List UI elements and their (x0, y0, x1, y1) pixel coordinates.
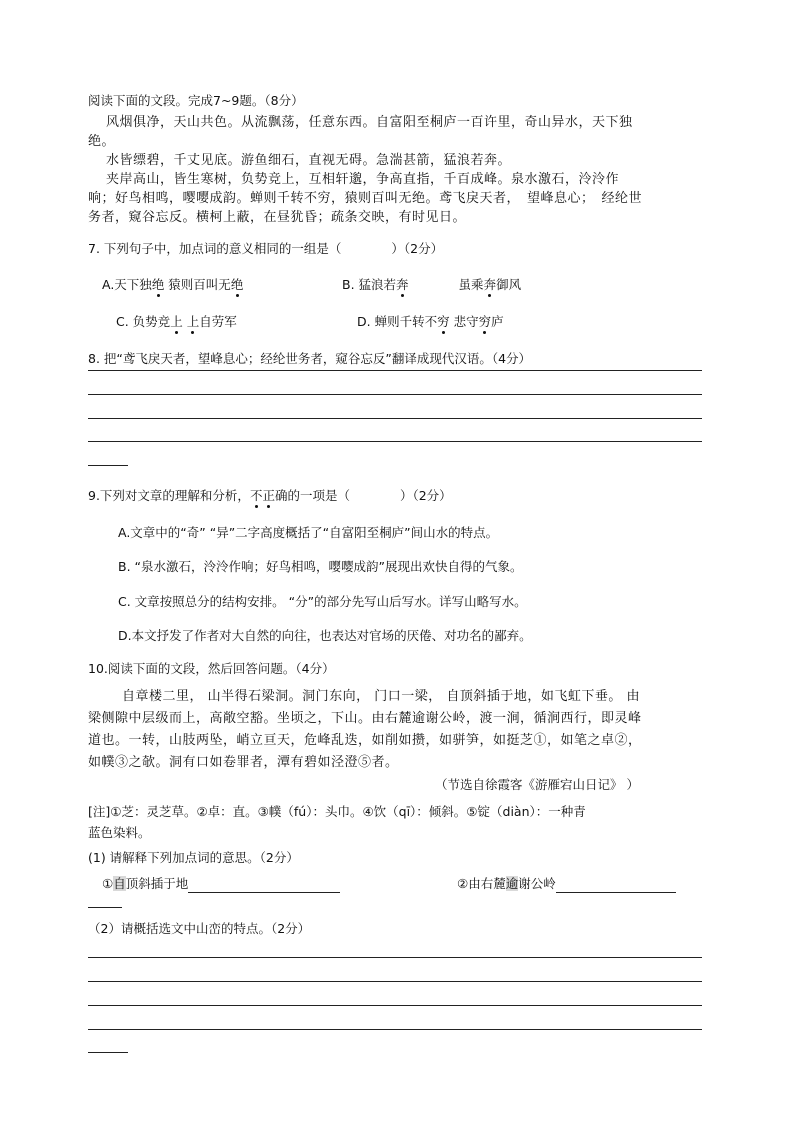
highlighted-char: 逾 (505, 876, 519, 891)
answer-line[interactable] (88, 441, 702, 442)
passage-line: 务者，窥谷忘反。横柯上蔽，在昼犹昏；疏条交映，有时见日。 (88, 210, 467, 225)
answer-line[interactable] (88, 418, 702, 419)
q7-option-d: D. 蝉则千转不穷 悲守穷庐 (357, 314, 504, 329)
sub-question-2: （2）请概括选文中山峦的特点。（2分） (88, 921, 311, 936)
sub-question-1-item-2: ②由右麓逾谢公岭 (457, 875, 676, 893)
answer-blank[interactable] (556, 878, 676, 893)
question-9-stem: 9.下列对文章的理解和分析，不正确的一项是（ ）（2分） (88, 488, 452, 503)
q9-option-a: A.文章中的“奇” “异”二字高度概括了“自富阳至桐庐”间山水的特点。 (118, 525, 499, 540)
answer-line[interactable] (88, 394, 702, 395)
sub-question-1: (1) 请解释下列加点词的意思。（2分） (88, 850, 299, 865)
q9-option-b: B. “泉水激石，泠泠作响；好鸟相鸣，嘤嘤成韵”展现出欢快自得的气象。 (118, 559, 523, 574)
dotted-char: 穷 (478, 314, 492, 329)
passage-line: 道也。一转，山肢两坠，峭立亘天，危峰乱迭，如削如攒，如骈笋，如挺芝①，如笔之卓②， (88, 733, 642, 748)
passage-line: 自章楼二里， 山半得石梁洞。洞门东向， 门口一梁， 自顶斜插于地，如飞虹下垂。 由 (122, 689, 641, 704)
sub-question-1-item-1: ①自顶斜插于地 (102, 875, 340, 893)
passage-line: 响；好鸟相鸣，嘤嘤成韵。蝉则千转不穷，猿则百叫无绝。鸢飞戾天者， 望峰息心； 经纶世 (88, 191, 643, 206)
footnote-line: [注]①芝：灵芝草。②卓：直。③幞（fú）：头巾。④饮（qī）：倾斜。⑤锭（diàn）：一种青 (88, 804, 586, 819)
dotted-char: 奔 (396, 277, 409, 292)
answer-line[interactable] (88, 957, 702, 958)
q7-option-c: C. 负势竞上 上自劳军 (116, 314, 237, 329)
dotted-char: 上 (186, 314, 200, 329)
source-citation: （节选自徐霞客《游雁宕山日记》 ） (435, 777, 639, 792)
dotted-char: 穷 (437, 314, 450, 329)
dotted-char: 不 (249, 488, 263, 503)
answer-line-short[interactable] (88, 907, 122, 908)
answer-blank[interactable] (188, 878, 340, 893)
answer-line-short[interactable] (88, 1052, 128, 1053)
question-8-stem: 8. 把“鸢飞戾天者，望峰息心；经纶世务者，窥谷忘反”翻译成现代汉语。（4分） (88, 351, 532, 366)
dotted-char: 正 (262, 488, 275, 503)
passage-line: 风烟俱净，天山共色。从流飘荡，任意东西。自富阳至桐庐一百许里，奇山异水，天下独 (106, 115, 633, 130)
passage-line: 绝。 (88, 134, 116, 149)
passage-line: 水皆缥碧，千丈见底。游鱼细石，直视无碍。急湍甚箭，猛浪若奔。 (106, 153, 512, 168)
answer-line[interactable] (88, 370, 702, 371)
q7-option-b: B. 猛浪若奔 虽乘奔御风 (342, 277, 522, 292)
dotted-char: 绝 (151, 277, 165, 292)
dotted-char: 绝 (230, 277, 244, 292)
highlighted-char: 自 (113, 876, 126, 891)
dotted-char: 奔 (483, 277, 497, 292)
answer-line[interactable] (88, 981, 702, 982)
passage-line: 如幞③之欹。洞有口如卷罪者，潭有碧如泾澄⑤者。 (88, 755, 399, 770)
q9-option-d: D.本文抒发了作者对大自然的向往，也表达对官场的厌倦、对功名的鄙弃。 (118, 628, 532, 643)
section-intro: 阅读下面的文段。完成7~9题。（8分） (88, 93, 304, 108)
dotted-char: 上 (170, 314, 183, 329)
answer-line-short[interactable] (88, 465, 128, 466)
passage-line: 夹岸高山，皆生寒树，负势竞上，互相轩邈，争高直指，千百成峰。泉水激石，泠泠作 (106, 172, 620, 187)
footnote-line: 蓝色染料。 (88, 825, 151, 840)
question-10-stem: 10.阅读下面的文段，然后回答问题。（4分） (88, 661, 335, 676)
answer-line[interactable] (88, 1029, 702, 1030)
answer-line[interactable] (88, 1005, 702, 1006)
q7-option-a: A.天下独绝 猿则百叫无绝 (102, 277, 244, 292)
q9-option-c: C. 文章按照总分的结构安排。 “分”的部分先写山后写水。详写山略写水。 (118, 594, 527, 609)
passage-line: 梁侧隙中层级而上，高敞空豁。坐顷之，下山。由右麓逾谢公岭，渡一涧，循涧西行，即灵峰 (88, 711, 642, 726)
question-7-stem: 7. 下列句子中，加点词的意义相同的一组是（ ）（2分） (88, 241, 444, 256)
